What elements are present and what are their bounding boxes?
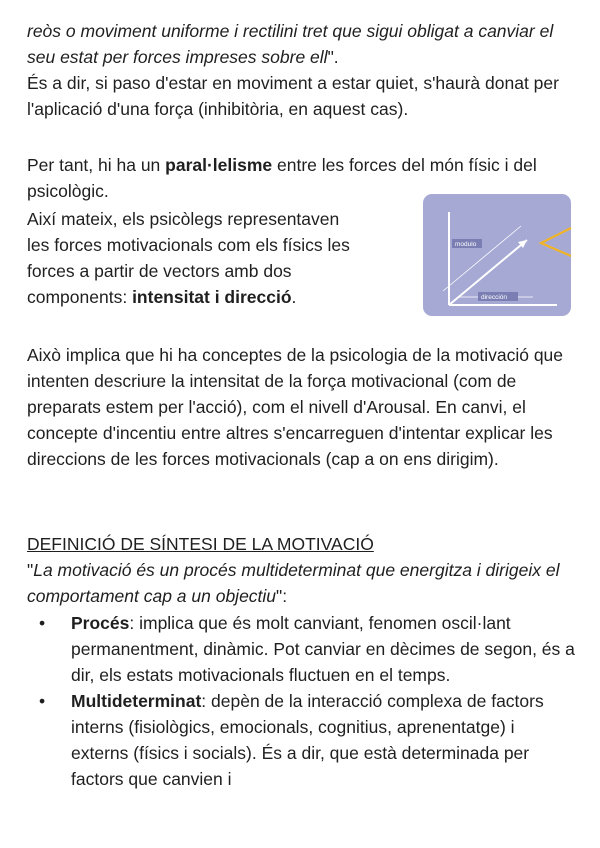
bullet-multideterminat <box>27 688 575 792</box>
definition-text: La motivació és un procés multideterminat que energitza i dirigeix el comportament cap a un objectiu <box>27 560 560 606</box>
bullet-process <box>27 610 575 688</box>
paragraph-newton-law <box>27 18 575 122</box>
paragraph-vectors <box>27 206 407 310</box>
paragraph-newton-explanation: És a dir, si paso d'estar en moviment a estar quiet, s'haurà donat per l'aplicació d'una força (inhibitòria, en aquest cas). <box>27 73 559 119</box>
vectors-line-3: forces a partir de vectors amb dos <box>27 261 292 281</box>
newton-quote: reòs o moviment uniforme i rectilini tret que sigui obligat a canviar el seu estat per forces impreses sobre ell <box>27 21 554 67</box>
bullet-term-process: Procés <box>71 613 130 633</box>
definition-close-quote: ": <box>276 586 288 606</box>
vectors-line-4-end: . <box>291 287 297 307</box>
vector-diagram-svg <box>423 194 600 316</box>
vectors-line-1: Així mateix, els psicòlegs representaven <box>27 209 340 229</box>
bullet-term-multideterminat: Multideterminat <box>71 691 202 711</box>
vector-diagram <box>423 194 571 316</box>
parallelism-intro: Per tant, hi ha un <box>27 155 166 175</box>
bullet-text-multideterminat: : depèn de la interacció complexa de factors interns (fisiològics, emocionals, cognitius, aprenentatge) i externs (físics i socials). És a dir, que està determinada per factors que canvien i <box>71 691 544 789</box>
module-label: modulo <box>455 241 477 248</box>
parallelism-term: paral·lelisme <box>165 155 273 175</box>
angle-mark <box>541 228 571 256</box>
intensity-direction-term: intensitat i direcció <box>132 287 292 307</box>
vectors-line-2: les forces motivacionals com els físics les <box>27 235 350 255</box>
definition-bullet-list <box>27 610 575 792</box>
parallelism-after: entre les forces del món físic i del psicològic. <box>27 155 537 201</box>
bullet-dot: • <box>39 613 46 633</box>
module-bracket <box>443 226 521 291</box>
vectors-line-4: components: <box>27 287 133 307</box>
direction-label: dirección <box>481 294 508 301</box>
paragraph-definition <box>27 531 575 609</box>
section-heading: DEFINICIÓ DE SÍNTESI DE LA MOTIVACIÓ <box>27 534 374 554</box>
bullet-dot: • <box>39 691 46 711</box>
quote-close: ". <box>327 47 339 67</box>
paragraph-concepts: Això implica que hi ha conceptes de la psicologia de la motivació que intenten descriure la intensitat de la força motivacional (com de preparats estem per l'acció), com el nivell d'Arousal. En canvi, el concepte d'incentiu entre altres s'encarreguen d'intentar explicar les direccions de les forces motivacionals (cap a on ens dirigim). <box>27 345 564 469</box>
bullet-text-process: : implica que és molt canviant, fenomen oscil·lant permanentment, dinàmic. Pot canviar en dècimes de segon, és a dir, els estats motivacionals fluctuen en el temps. <box>71 613 575 685</box>
definition-open-quote: " <box>27 560 34 580</box>
